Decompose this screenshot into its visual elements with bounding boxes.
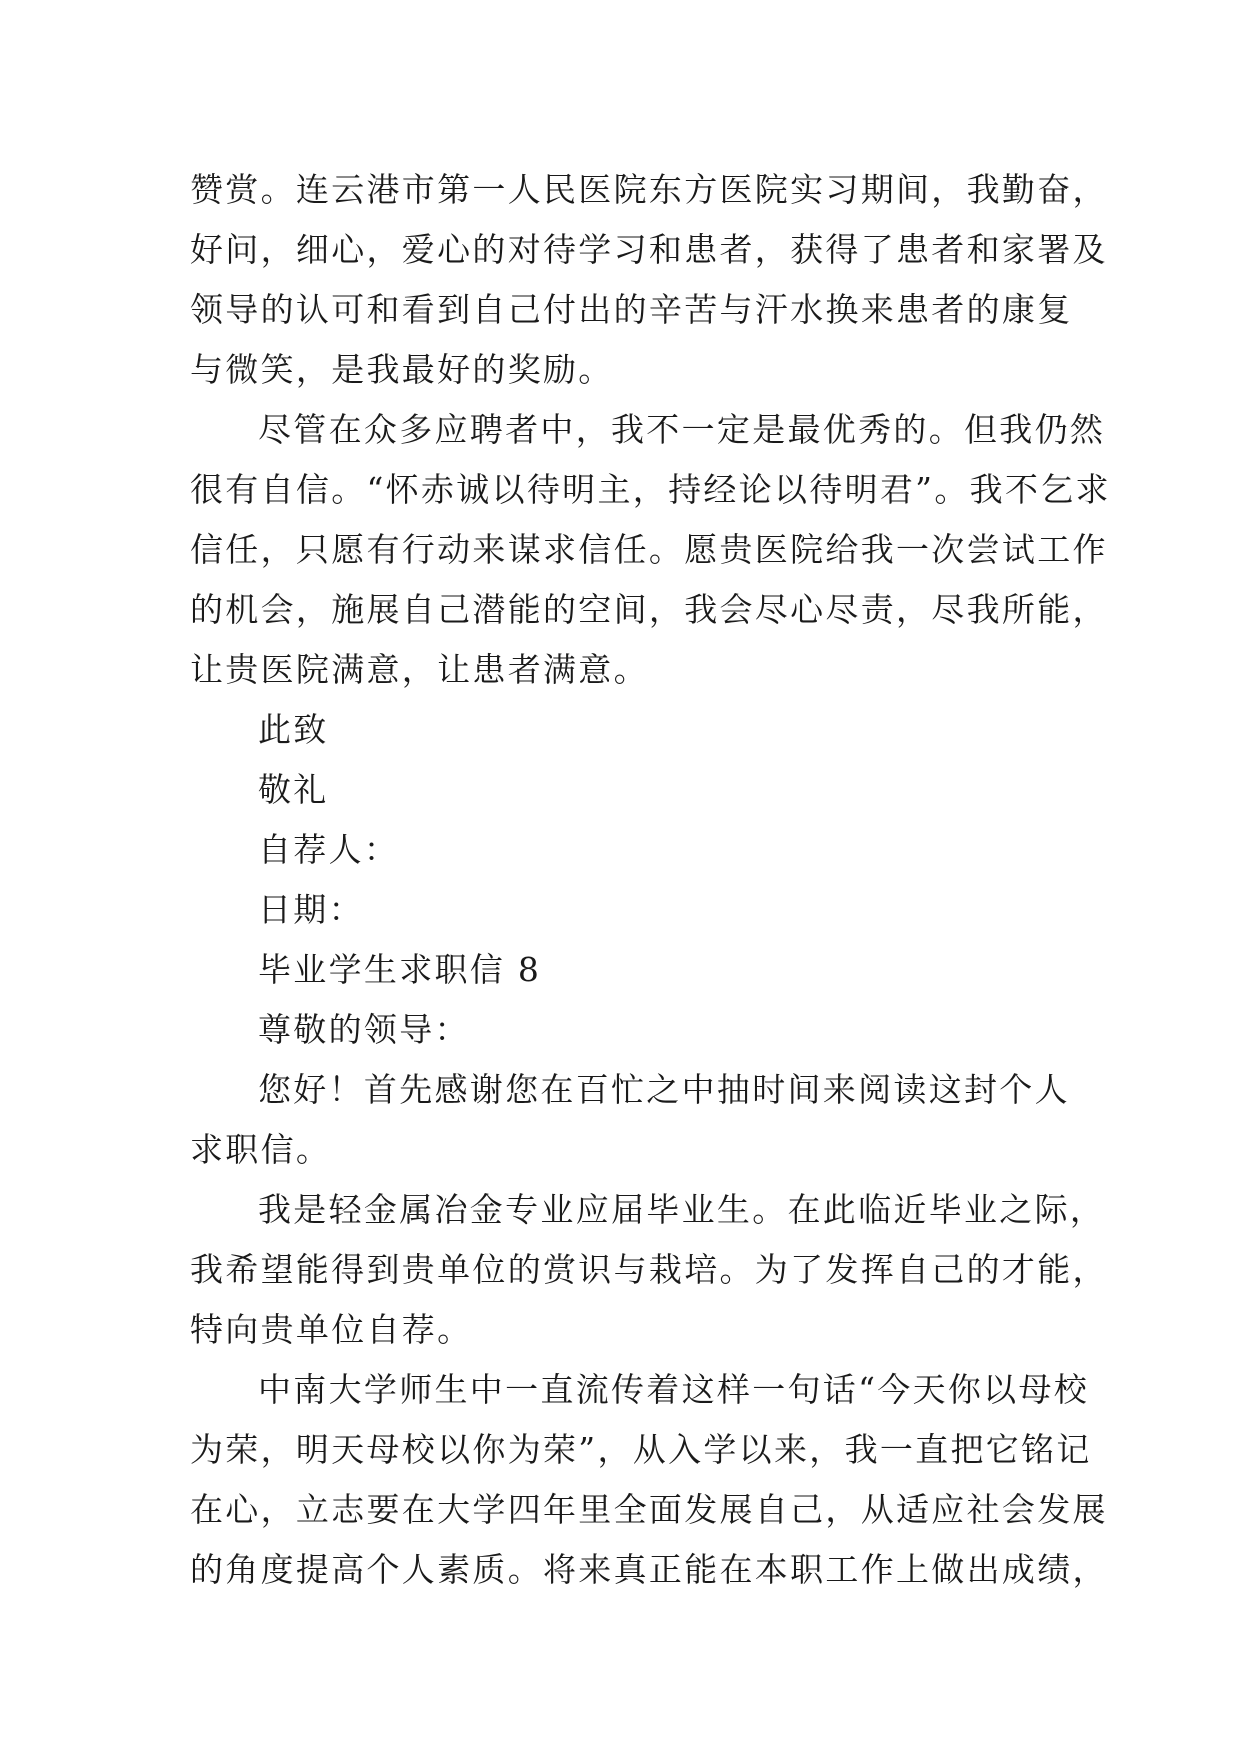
text-line: 您好！首先感谢您在百忙之中抽时间来阅读这封个人 (258, 1070, 1070, 1109)
text-line: 中南大学师生中一直流传着这样一句话“今天你以母校 (258, 1370, 1090, 1409)
text-line: 让贵医院满意，让患者满意。 (190, 650, 649, 689)
letter-body (190, 160, 1111, 1600)
closing-regards: 敬礼 (258, 770, 329, 809)
closing-salutation: 此致 (258, 710, 329, 749)
text-line: 的机会，施展自己潜能的空间，我会尽心尽责，尽我所能， (190, 590, 1108, 629)
text-line: 特向贵单位自荐。 (190, 1310, 473, 1349)
greeting: 尊敬的领导： (258, 1010, 470, 1049)
section-title: 毕业学生求职信 8 (258, 950, 542, 989)
text-line: 我是轻金属冶金专业应届毕业生。在此临近毕业之际， (258, 1190, 1106, 1229)
text-line: 我希望能得到贵单位的赏识与栽培。为了发挥自己的才能， (190, 1250, 1108, 1289)
text-line: 的角度提高个人素质。将来真正能在本职工作上做出成绩， (190, 1550, 1108, 1589)
text-line: 尽管在众多应聘者中，我不一定是最优秀的。但我仍然 (258, 410, 1106, 449)
text-line: 求职信。 (190, 1130, 332, 1169)
text-line: 信任，只愿有行动来谋求信任。愿贵医院给我一次尝试工作 (190, 530, 1108, 569)
text-line: 好问，细心，爱心的对待学习和患者，获得了患者和家署及 (190, 230, 1108, 269)
text-line: 为荣，明天母校以你为荣”，从入学以来，我一直把它铭记 (190, 1430, 1092, 1469)
date-label: 日期： (258, 890, 364, 929)
text-line: 领导的认可和看到自己付出的辛苦与汗水换来患者的康复 (190, 290, 1073, 329)
text-line: 很有自信。“怀赤诚以待明主，持经论以待明君”。我不乞求 (190, 470, 1111, 509)
signature-label: 自荐人： (258, 830, 400, 869)
text-line: 与微笑，是我最好的奖励。 (190, 350, 614, 389)
text-line: 赞赏。连云港市第一人民医院东方医院实习期间，我勤奋， (190, 170, 1108, 209)
text-line: 在心，立志要在大学四年里全面发展自己，从适应社会发展 (190, 1490, 1108, 1529)
